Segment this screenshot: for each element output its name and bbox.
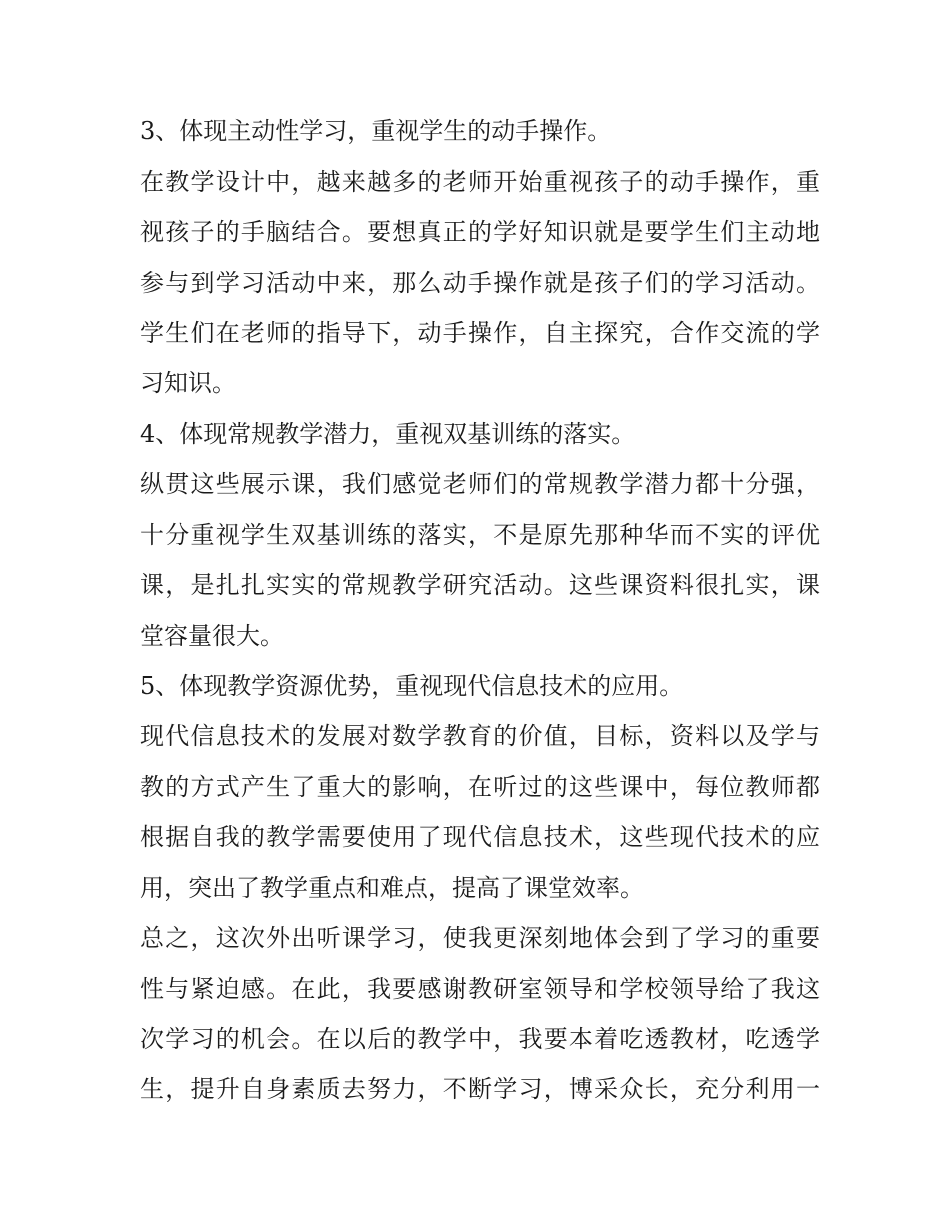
heading-4: 4、体现常规教学潜力，重视双基训练的落实。	[140, 420, 636, 448]
paragraph-line: 在教学设计中，越来越多的老师开始重视孩子的动手操作，重	[140, 168, 820, 196]
paragraph-line: 习知识。	[140, 369, 236, 397]
paragraph-line: 生，提升自身素质去努力，不断学习，博采众长，充分利用一	[140, 1075, 820, 1103]
heading-3: 3、体现主动性学习，重视学生的动手操作。	[140, 117, 612, 145]
paragraph-line: 现代信息技术的发展对数学教育的价值，目标，资料以及学与	[140, 722, 820, 750]
paragraph-line: 性与紧迫感。在此，我要感谢教研室领导和学校领导给了我这	[140, 975, 820, 1003]
paragraph-line: 学生们在老师的指导下，动手操作，自主探究，合作交流的学	[140, 319, 820, 347]
paragraph-line: 次学习的机会。在以后的教学中，我要本着吃透教材，吃透学	[140, 1025, 820, 1053]
paragraph-line: 纵贯这些展示课，我们感觉老师们的常规教学潜力都十分强，	[140, 470, 820, 498]
paragraph-line: 教的方式产生了重大的影响，在听过的这些课中，每位教师都	[140, 773, 820, 801]
paragraph-line: 参与到学习活动中来，那么动手操作就是孩子们的学习活动。	[140, 269, 820, 297]
paragraph-line: 十分重视学生双基训练的落实，不是原先那种华而不实的评优	[140, 521, 820, 549]
paragraph-line: 视孩子的手脑结合。要想真正的学好知识就是要学生们主动地	[140, 218, 820, 246]
paragraph-line: 堂容量很大。	[140, 622, 284, 650]
paragraph-line: 用，突出了教学重点和难点，提高了课堂效率。	[140, 874, 644, 902]
heading-5: 5、体现教学资源优势，重视现代信息技术的应用。	[140, 672, 684, 700]
paragraph-line: 根据自我的教学需要使用了现代信息技术，这些现代技术的应	[140, 823, 820, 851]
paragraph-line: 课，是扎扎实实的常规教学研究活动。这些课资料很扎实，课	[140, 571, 820, 599]
paragraph-line: 总之，这次外出听课学习，使我更深刻地体会到了学习的重要	[140, 924, 820, 952]
